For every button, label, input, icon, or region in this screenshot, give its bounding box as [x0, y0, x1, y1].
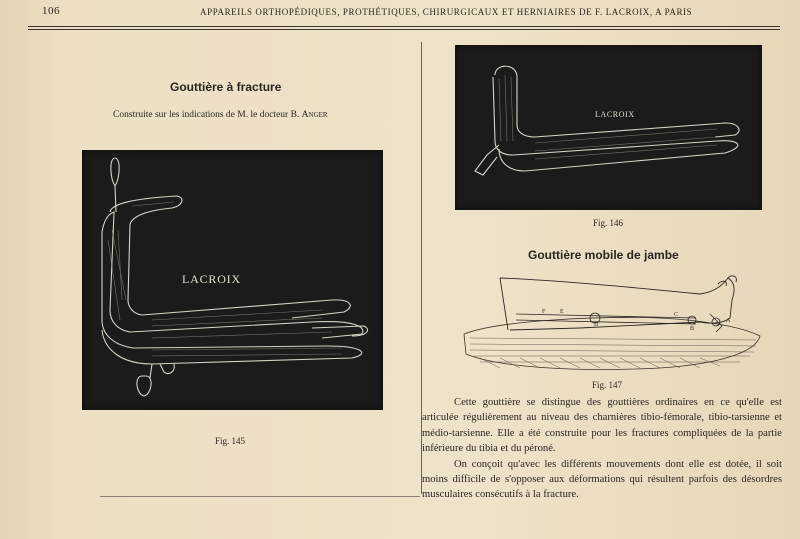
label-c: C [674, 312, 679, 318]
label-d: D [594, 322, 599, 328]
fig-145-caption: Fig. 145 [215, 436, 246, 446]
fig-146-caption: Fig. 146 [593, 218, 624, 228]
leg-splint-illustration [455, 45, 762, 210]
left-subtitle [113, 110, 328, 120]
fig-147-illustration [460, 268, 765, 380]
label-a: A [726, 318, 731, 324]
subtitle-text: Construite sur les indications de M. le docteur B. [113, 110, 300, 120]
right-title: Gouttière mobile de jambe [528, 248, 679, 262]
subtitle-name: Anger [301, 110, 328, 120]
fig-146-inscription: LACROIX [595, 110, 635, 119]
running-head: APPAREILS ORTHOPÉDIQUES, PROTHÉTIQUES, CHIRURGICAUX ET HERNIAIRES DE F. LACROIX, A PARIS [200, 7, 693, 17]
paragraph-1: Cette gouttière se distingue des gouttières ordinaires en ce qu'elle est articulée régulièrement au niveau des charnières tibio-fémorale, tibio-tarsienne et médio-tarsienne. Elle a été construite pour les fractures compliquées de la partie inférieure du tibia et du péroné. [422, 397, 782, 455]
fig-146-plate [455, 45, 762, 210]
left-title: Gouttière à fracture [170, 80, 282, 94]
body-text [422, 395, 782, 503]
page-number: 106 [42, 5, 60, 17]
fig-145-inscription: LACROIX [182, 272, 241, 286]
fig-145-plate [82, 150, 383, 410]
label-e: E [560, 309, 564, 315]
label-b: B [690, 326, 695, 332]
fracture-splint-illustration [82, 150, 383, 410]
paragraph-2: On conçoit qu'avec les différents mouvements dont elle est dotée, il soit moins difficile de s'opposer aux déformations qui résultent parfois des désordres musculaires consécutifs à la fracture. [422, 458, 782, 501]
bottom-rule [100, 496, 420, 497]
label-f: F [542, 309, 546, 315]
fig-147-caption: Fig. 147 [592, 380, 623, 390]
